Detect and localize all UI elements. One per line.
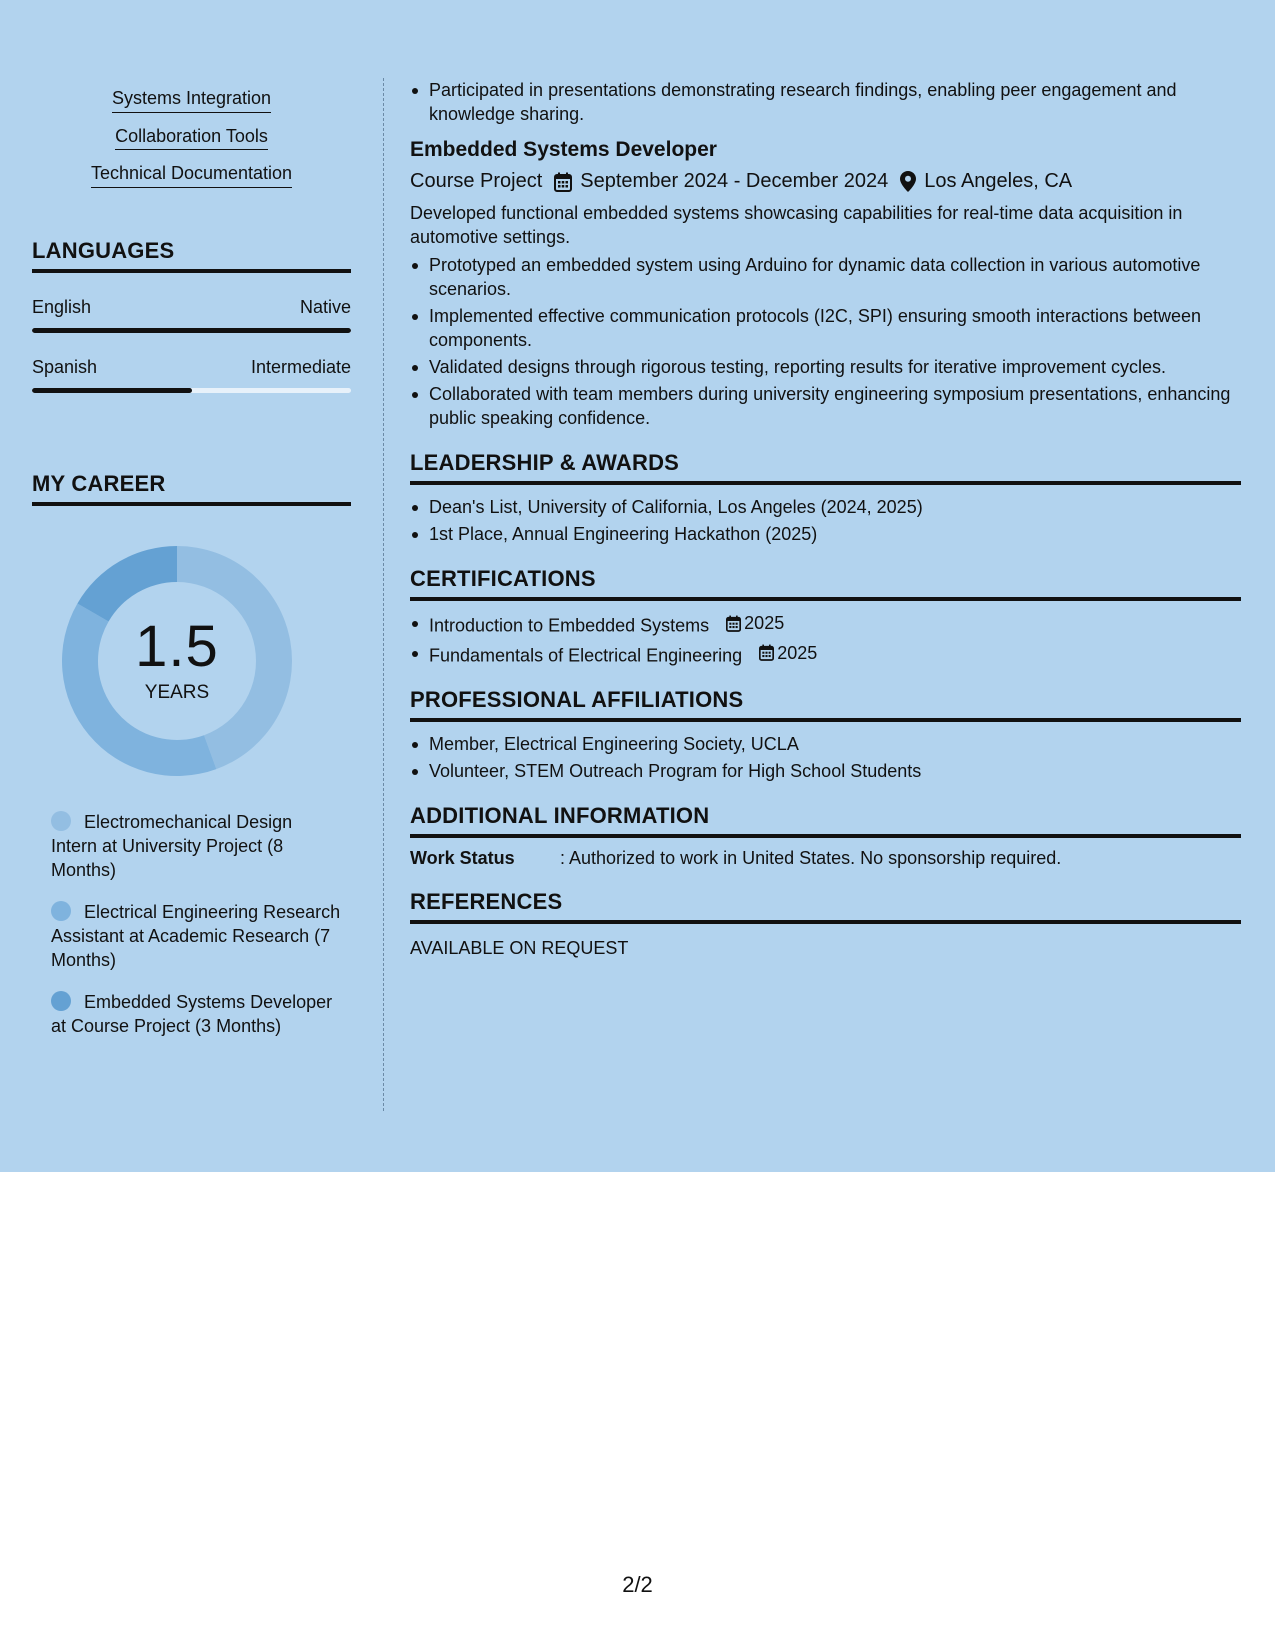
skill-link[interactable]: Technical Documentation [91, 163, 292, 188]
donut-center [62, 546, 292, 776]
calendar-icon [759, 644, 774, 661]
work-status-value: : Authorized to work in United States. No sponsorship required. [560, 848, 1062, 868]
legend-label: Embedded Systems Developer at Course Project (3 Months) [51, 991, 333, 1036]
references-heading: REFERENCES [410, 889, 1241, 924]
job-description: Developed functional embedded systems showcasing capabilities for real-time data acquisition in automotive settings. [410, 203, 1183, 247]
certifications-heading: CERTIFICATIONS [410, 566, 1241, 601]
list-item: Prototyped an embedded system using Arduino for dynamic data collection in various automotive scenarios. [410, 253, 1241, 301]
legend-item [51, 810, 341, 882]
job-org: Course Project [410, 170, 543, 192]
leadership-list [410, 495, 1241, 546]
skill-link[interactable]: Collaboration Tools [115, 126, 268, 151]
legend-dot-icon [51, 991, 71, 1011]
previous-job-bullets [410, 78, 1241, 126]
job-meta [410, 170, 1241, 193]
calendar-icon [726, 615, 741, 632]
language-proficiency-fill [32, 328, 351, 333]
career-legend [32, 810, 351, 1038]
list-item: Collaborated with team members during university engineering symposium presentations, enhancing public speaking confidence. [410, 382, 1241, 430]
map-pin-icon [900, 171, 916, 192]
column-divider [383, 78, 384, 1111]
language-row [32, 357, 351, 378]
main-column [410, 78, 1241, 959]
languages-heading: LANGUAGES [32, 238, 351, 273]
certification-date [726, 611, 784, 635]
work-status-row [410, 848, 1241, 869]
legend-label: Electromechanical Design Intern at University Project (8 Months) [51, 811, 293, 880]
certifications-list [410, 611, 1241, 667]
list-item: Member, Electrical Engineering Society, UCLA [410, 732, 1241, 756]
career-heading: MY CAREER [32, 471, 351, 506]
list-item: Volunteer, STEM Outreach Program for High School Students [410, 759, 1241, 783]
list-item [410, 611, 1241, 638]
career-donut-chart [62, 546, 292, 776]
language-level: Intermediate [250, 356, 351, 377]
language-proficiency-fill [32, 388, 192, 393]
language-proficiency-bar [32, 388, 351, 393]
list-item: Dean's List, University of California, Los Angeles (2024, 2025) [410, 495, 1241, 519]
skill-link[interactable]: Systems Integration [112, 88, 271, 113]
language-level: Native [299, 296, 351, 317]
certification-year: 2025 [744, 613, 785, 633]
additional-info-heading: ADDITIONAL INFORMATION [410, 803, 1241, 838]
list-item [410, 641, 1241, 668]
list-item: 1st Place, Annual Engineering Hackathon (2025) [410, 522, 1241, 546]
skills-list [32, 78, 351, 188]
career-total-unit: YEARS [144, 681, 210, 703]
career-total-value: 1.5 [135, 613, 219, 679]
legend-dot-icon [51, 811, 71, 831]
language-proficiency-bar [32, 328, 351, 333]
affiliations-list [410, 732, 1241, 783]
certification-date [759, 641, 817, 665]
leadership-heading: LEADERSHIP & AWARDS [410, 450, 1241, 485]
legend-dot-icon [51, 901, 71, 921]
language-row [32, 297, 351, 318]
job-location: Los Angeles, CA [924, 170, 1073, 192]
work-status-label: Work Status [410, 848, 515, 868]
languages-section [32, 238, 351, 393]
certification-name: Introduction to Embedded Systems [429, 615, 710, 636]
affiliations-heading: PROFESSIONAL AFFILIATIONS [410, 687, 1241, 722]
calendar-icon [554, 172, 572, 192]
job-bullets [410, 253, 1241, 430]
list-item: Validated designs through rigorous testing, reporting results for iterative improvement cycles. [410, 355, 1241, 379]
page-number: 2/2 [622, 1572, 653, 1597]
language-name: Spanish [32, 356, 98, 377]
job-dates: September 2024 - December 2024 [580, 170, 889, 192]
language-name: English [32, 296, 92, 317]
references-text: AVAILABLE ON REQUEST [410, 938, 629, 958]
list-item: Participated in presentations demonstrating research findings, enabling peer engagement and knowledge sharing. [410, 78, 1241, 126]
legend-label: Electrical Engineering Research Assistant at Academic Research (7 Months) [51, 901, 341, 970]
sidebar [32, 78, 351, 1056]
career-section [32, 471, 351, 1038]
job-title: Embedded Systems Developer [410, 138, 717, 161]
certification-name: Fundamentals of Electrical Engineering [429, 645, 743, 665]
certification-year: 2025 [777, 642, 818, 663]
list-item: Implemented effective communication protocols (I2C, SPI) ensuring smooth interactions between components. [410, 304, 1241, 352]
legend-item [51, 900, 341, 972]
legend-item [51, 990, 341, 1038]
